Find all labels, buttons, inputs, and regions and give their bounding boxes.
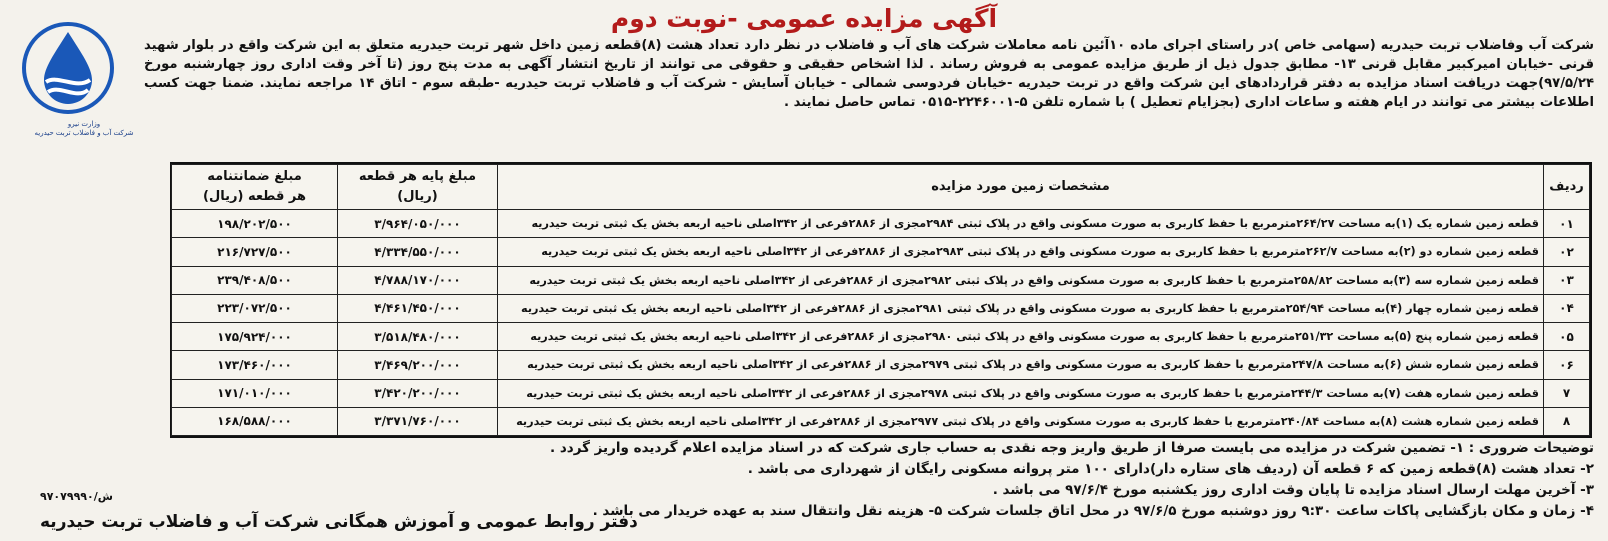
row-number: ۷ bbox=[1544, 379, 1590, 407]
row-guarantee: ۲۱۶/۷۲۷/۵۰۰ bbox=[172, 238, 338, 266]
intro-paragraph: شرکت آب وفاضلاب تربت حیدریه (سهامی خاص )در راستای اجرای ماده ۱۰آئین نامه معاملات شرکت های آب و فاضلاب در نظر دارد تعداد هشت (۸)قطعه زمین داخل شهر تربت حیدریه متعلق به این شرکت واقع در بلوار شهید قرنی -خیابان امیرکبیر مقابل قرنی ۱۳- مطابق جدول ذیل از طریق مزایده عمومی به فروش رساند . لذا اشخاص حقیقی و حقوقی می توانند از تاریخ انتشار آگهی به مدت پنج روز (تا آخر وقت اداری روز چهارشنبه مورخ ۹۷/۵/۲۴)جهت دریافت اسناد مزایده به دفتر قراردادهای این شرکت واقع در تربت حیدریه -خیابان فردوسی شمالی - خیابان آسایش - شرکت آب و فاضلاب تربت حیدریه -طبقه سوم - اتاق ۱۴ مراجعه نمایند. ضمنا جهت کسب اطلاعات بیشتر می توانند در ایام هفته و ساعات اداری (بجزایام تعطیل ) با شماره تلفن ۵-۲۲۴۶۰۰۱-۰۵۱۵ تماس حاصل نمایند . bbox=[144, 38, 1595, 110]
note-item-text: ۱- تضمین شرکت در مزایده می بایست صرفا از طریق واریز وجه نقدی به حساب جاری شرکت که در اسناد مزایده اعلام گردیده واریز گردد . bbox=[550, 440, 1465, 456]
row-base-price: ۳/۳۷۱/۷۶۰/۰۰۰ bbox=[338, 407, 498, 435]
row-base-price: ۴/۳۳۴/۵۵۰/۰۰۰ bbox=[338, 238, 498, 266]
table-header-row bbox=[172, 165, 1590, 210]
row-number: ۰۳ bbox=[1544, 266, 1590, 294]
notes-section bbox=[24, 438, 1594, 522]
note-item: ۲- تعداد هشت (۸)قطعه زمین که ۶ قطعه آن (ردیف های ستاره دار)دارای ۱۰۰ متر پروانه مسکونی رایگان از شهرداری می باشد . bbox=[747, 461, 1594, 477]
row-description: قطعه زمین شماره هشت (۸)به مساحت ۲۴۰/۸۴مترمربع با حفظ کاربری به صورت مسکونی واقع در پلاک ثبتی ۲۹۷۷مجزی از ۲۸۸۶فرعی از ۳۴۲اصلی ناحیه اربعه بخش یک ثبتی تربت حیدریه bbox=[498, 407, 1544, 435]
row-number: ۰۵ bbox=[1544, 323, 1590, 351]
lots-table bbox=[170, 162, 1592, 438]
row-number: ۰۱ bbox=[1544, 210, 1590, 238]
table-row bbox=[172, 379, 1590, 407]
table-row bbox=[172, 407, 1590, 435]
note-item bbox=[24, 438, 1594, 459]
table-row bbox=[172, 351, 1590, 379]
table-row bbox=[172, 210, 1590, 238]
row-guarantee: ۲۳۹/۴۰۸/۵۰۰ bbox=[172, 266, 338, 294]
table-row bbox=[172, 238, 1590, 266]
header-guarantee-line2: هر قطعه (ریال) bbox=[203, 189, 306, 204]
row-base-price: ۳/۴۶۹/۲۰۰/۰۰۰ bbox=[338, 351, 498, 379]
notice-title: آگهی مزایده عمومی -نوبت دوم bbox=[610, 4, 998, 33]
table-row bbox=[172, 323, 1590, 351]
row-base-price: ۴/۷۸۸/۱۷۰/۰۰۰ bbox=[338, 266, 498, 294]
row-number: ۸ bbox=[1544, 407, 1590, 435]
row-number: ۰۴ bbox=[1544, 294, 1590, 322]
row-guarantee: ۲۲۳/۰۷۲/۵۰۰ bbox=[172, 294, 338, 322]
note-item: ۴- زمان و مکان بازگشایی پاکات ساعت ۹:۳۰ روز دوشنبه مورخ ۹۷/۶/۵ در محل اتاق جلسات شرکت ۵- هزینه نقل وانتقال سند به عهده خریدار می باشد . bbox=[592, 503, 1594, 519]
header-row-number: ردیف bbox=[1544, 165, 1590, 210]
row-guarantee: ۱۷۱/۰۱۰/۰۰۰ bbox=[172, 379, 338, 407]
row-number: ۰۲ bbox=[1544, 238, 1590, 266]
row-description: قطعه زمین شماره چهار (۴)به مساحت ۲۵۴/۹۴مترمربع با حفظ کاربری به صورت مسکونی واقع در پلاک ثبتی ۲۹۸۱مجزی از ۲۸۸۶فرعی از ۳۴۲اصلی ناحیه اربعه بخش یک ثبتی تربت حیدریه bbox=[498, 294, 1544, 322]
row-guarantee: ۱۹۸/۲۰۲/۵۰۰ bbox=[172, 210, 338, 238]
header-base-price-line2: (ریال) bbox=[397, 189, 438, 204]
row-description: قطعه زمین شماره شش (۶)به مساحت ۲۴۷/۸مترمربع با حفظ کاربری به صورت مسکونی واقع در پلاک ثبتی ۲۹۷۹مجزی از ۲۸۸۶فرعی از ۳۴۲اصلی ناحیه اربعه بخش یک ثبتی تربت حیدریه bbox=[498, 351, 1544, 379]
row-description: قطعه زمین شماره هفت (۷)به مساحت ۲۴۴/۳مترمربع با حفظ کاربری به صورت مسکونی واقع در پلاک ثبتی ۲۹۷۸مجزی از ۲۸۸۶فرعی از ۳۴۲اصلی ناحیه اربعه بخش یک ثبتی تربت حیدریه bbox=[498, 379, 1544, 407]
table-row bbox=[172, 294, 1590, 322]
water-drop-logo-icon bbox=[18, 18, 118, 118]
header-base-price-line1: مبلغ پایه هر قطعه bbox=[358, 169, 477, 184]
header-description: مشخصات زمین مورد مزایده bbox=[498, 165, 1544, 210]
row-description: قطعه زمین شماره پنج (۵)به مساحت ۲۵۱/۳۲مترمربع با حفظ کاربری به صورت مسکونی واقع در پلاک ثبتی ۲۹۸۰مجزی از ۲۸۸۶فرعی از ۳۴۲اصلی ناحیه اربعه بخش یک ثبتی تربت حیدریه bbox=[498, 323, 1544, 351]
header-base-price bbox=[338, 165, 498, 210]
row-description: قطعه زمین شماره یک (۱)به مساحت ۲۶۴/۲۷مترمربع با حفظ کاربری به صورت مسکونی واقع در پلاک ثبتی ۲۹۸۴مجزی از ۲۸۸۶فرعی از ۳۴۲اصلی ناحیه اربعه بخش یک ثبتی تربت حیدریه bbox=[498, 210, 1544, 238]
row-base-price: ۳/۹۶۴/۰۵۰/۰۰۰ bbox=[338, 210, 498, 238]
note-item: ۳- آخرین مهلت ارسال اسناد مزایده تا پایان وقت اداری روز یکشنبه مورخ ۹۷/۶/۴ می باشد . bbox=[992, 482, 1594, 498]
row-description: قطعه زمین شماره دو (۲)به مساحت ۲۶۲/۷مترمربع با حفظ کاربری به صورت مسکونی واقع در پلاک ثبتی ۲۹۸۳مجزی از ۲۸۸۶فرعی از ۳۴۲اصلی ناحیه اربعه بخش یک ثبتی تربت حیدریه bbox=[498, 238, 1544, 266]
row-base-price: ۳/۴۲۰/۲۰۰/۰۰۰ bbox=[338, 379, 498, 407]
row-guarantee: ۱۶۸/۵۸۸/۰۰۰ bbox=[172, 407, 338, 435]
row-guarantee: ۱۷۳/۴۶۰/۰۰۰ bbox=[172, 351, 338, 379]
notes-label: توضیحات ضروری : bbox=[1468, 440, 1594, 456]
logo-caption-line2: شرکت آب و فاضلاب تربت حیدریه bbox=[34, 129, 134, 137]
notice-code: ۹۷۰۷۹۹۹۰/ش bbox=[40, 490, 113, 503]
header-guarantee bbox=[172, 165, 338, 210]
row-base-price: ۳/۵۱۸/۴۸۰/۰۰۰ bbox=[338, 323, 498, 351]
header-guarantee-line1: مبلغ ضمانتنامه bbox=[207, 169, 302, 184]
row-description: قطعه زمین شماره سه (۳)به مساحت ۲۵۸/۸۲مترمربع با حفظ کاربری به صورت مسکونی واقع در پلاک ثبتی ۲۹۸۲مجزی از ۲۸۸۶فرعی از ۳۴۲اصلی ناحیه اربعه بخش یک ثبتی تربت حیدریه bbox=[498, 266, 1544, 294]
logo-caption-line1: وزارت نیرو bbox=[67, 120, 101, 128]
row-number: ۰۶ bbox=[1544, 351, 1590, 379]
public-relations-office: دفتر روابط عمومی و آموزش همگانی شرکت آب و فاضلاب تربت حیدریه bbox=[40, 512, 638, 532]
company-logo bbox=[18, 18, 134, 137]
table-row bbox=[172, 266, 1590, 294]
logo-caption bbox=[24, 120, 144, 138]
row-guarantee: ۱۷۵/۹۲۴/۰۰۰ bbox=[172, 323, 338, 351]
row-base-price: ۴/۴۶۱/۴۵۰/۰۰۰ bbox=[338, 294, 498, 322]
